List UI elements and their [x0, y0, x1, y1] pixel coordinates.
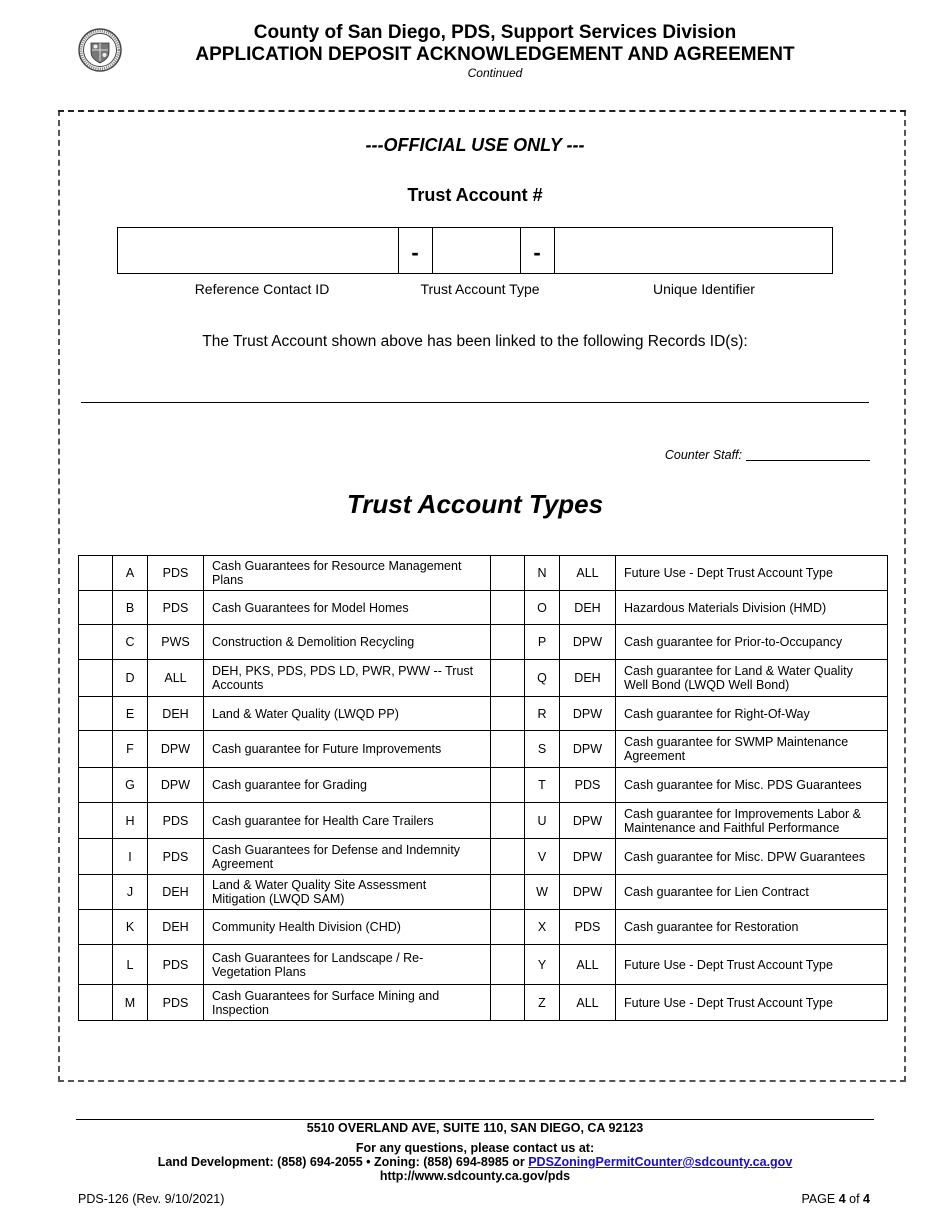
type-description: Cash guarantee for Restoration [616, 910, 888, 945]
empty-cell [79, 591, 113, 625]
type-code: N [525, 556, 560, 591]
type-description: Community Health Division (CHD) [204, 910, 491, 945]
header-form-title: APPLICATION DEPOSIT ACKNOWLEDGEMENT AND AGREEMENT [195, 44, 795, 65]
empty-cell [79, 768, 113, 803]
type-description: Cash guarantee for Future Improvements [204, 731, 491, 768]
page-number [801, 1192, 870, 1206]
type-description: Future Use - Dept Trust Account Type [616, 556, 888, 591]
table-row [79, 625, 888, 660]
footer-contact [0, 1155, 950, 1169]
empty-cell [79, 625, 113, 660]
table-row [79, 910, 888, 945]
type-code: K [113, 910, 148, 945]
empty-cell [79, 945, 113, 985]
type-dept: PDS [148, 945, 204, 985]
footer-website: http://www.sdcounty.ca.gov/pds [379, 1169, 571, 1183]
empty-cell [491, 768, 525, 803]
official-use-heading: ---OFFICIAL USE ONLY --- [365, 135, 585, 155]
type-code: T [525, 768, 560, 803]
empty-cell [491, 731, 525, 768]
type-description: Cash guarantee for Improvements Labor & Maintenance and Faithful Performance [616, 803, 888, 839]
field-divider [432, 228, 433, 273]
type-code: Y [525, 945, 560, 985]
type-description: Cash Guarantees for Landscape / Re-Vegetation Plans [204, 945, 491, 985]
empty-cell [491, 660, 525, 697]
type-description: Cash guarantee for Right-Of-Way [616, 697, 888, 731]
trust-account-number-field [117, 227, 833, 274]
type-description: Cash Guarantees for Defense and Indemnity Agreement [204, 839, 491, 875]
type-code: I [113, 839, 148, 875]
type-description: Cash guarantee for Prior-to-Occupancy [616, 625, 888, 660]
type-dept: DEH [148, 875, 204, 910]
type-dept: PDS [148, 839, 204, 875]
empty-cell [491, 803, 525, 839]
records-id-line [81, 402, 869, 403]
footer-questions: For any questions, please contact us at: [355, 1141, 595, 1155]
type-code: S [525, 731, 560, 768]
table-row [79, 591, 888, 625]
footer-phone-numbers: Land Development: (858) 694-2055 • Zoning: (858) 694-8985 or [157, 1155, 529, 1169]
empty-cell [491, 945, 525, 985]
type-dept: ALL [148, 660, 204, 697]
type-dept: ALL [560, 945, 616, 985]
footer-email-link[interactable]: PDSZoningPermitCounter@sdcounty.ca.gov [528, 1155, 793, 1169]
type-code: D [113, 660, 148, 697]
type-description: Future Use - Dept Trust Account Type [616, 945, 888, 985]
type-code: W [525, 875, 560, 910]
empty-cell [79, 910, 113, 945]
type-dept: PDS [560, 910, 616, 945]
type-dept: DPW [560, 731, 616, 768]
empty-cell [491, 556, 525, 591]
type-description: Hazardous Materials Division (HMD) [616, 591, 888, 625]
type-code: U [525, 803, 560, 839]
table-row [79, 803, 888, 839]
type-dept: PDS [148, 803, 204, 839]
empty-cell [491, 985, 525, 1021]
empty-cell [491, 697, 525, 731]
type-description: Land & Water Quality (LWQD PP) [204, 697, 491, 731]
empty-cell [79, 697, 113, 731]
empty-cell [79, 556, 113, 591]
type-dept: DPW [148, 731, 204, 768]
type-code: Z [525, 985, 560, 1021]
type-code: R [525, 697, 560, 731]
trust-account-types-table [78, 555, 888, 1021]
type-dept: DEH [148, 697, 204, 731]
page-total: 4 [863, 1192, 870, 1206]
type-dept: PDS [148, 985, 204, 1021]
type-description: Cash Guarantees for Surface Mining and Inspection [204, 985, 491, 1021]
table-row [79, 731, 888, 768]
type-dept: PDS [148, 556, 204, 591]
type-description: Cash guarantee for SWMP Maintenance Agreement [616, 731, 888, 768]
type-code: G [113, 768, 148, 803]
trust-account-types-heading: Trust Account Types [346, 489, 604, 519]
type-code: A [113, 556, 148, 591]
type-description: Land & Water Quality Site Assessment Mitigation (LWQD SAM) [204, 875, 491, 910]
type-description: Cash guarantee for Health Care Trailers [204, 803, 491, 839]
type-description: DEH, PKS, PDS, PDS LD, PWR, PWW -- Trust Accounts [204, 660, 491, 697]
trust-account-type-label: Trust Account Type [420, 281, 540, 297]
type-dept: DPW [560, 697, 616, 731]
counter-staff [665, 448, 870, 462]
empty-cell [491, 625, 525, 660]
type-code: O [525, 591, 560, 625]
type-code: X [525, 910, 560, 945]
empty-cell [491, 591, 525, 625]
type-code: H [113, 803, 148, 839]
page-prefix: PAGE [801, 1192, 839, 1206]
counter-staff-label: Counter Staff: [664, 448, 742, 462]
form-number: PDS-126 (Rev. 9/10/2021) [78, 1192, 225, 1206]
page-current: 4 [838, 1192, 846, 1206]
type-code: C [113, 625, 148, 660]
type-dept: PDS [148, 591, 204, 625]
table-row [79, 768, 888, 803]
account-dash-1: - [411, 240, 419, 265]
table-row [79, 875, 888, 910]
empty-cell [79, 731, 113, 768]
table-row [79, 660, 888, 697]
type-description: Future Use - Dept Trust Account Type [616, 985, 888, 1021]
empty-cell [491, 910, 525, 945]
table-row [79, 556, 888, 591]
table-row [79, 985, 888, 1021]
type-dept: DPW [560, 875, 616, 910]
type-dept: ALL [560, 556, 616, 591]
header-county-title: County of San Diego, PDS, Support Services Division [253, 22, 737, 43]
table-row [79, 839, 888, 875]
type-dept: PWS [148, 625, 204, 660]
unique-identifier-label: Unique Identifier [653, 281, 755, 297]
linked-records-text: The Trust Account shown above has been linked to the following Records ID(s): [202, 333, 748, 350]
type-description: Cash Guarantees for Resource Management Plans [204, 556, 491, 591]
page-of: of [845, 1192, 864, 1206]
empty-cell [79, 803, 113, 839]
footer-rule [76, 1119, 874, 1120]
type-dept: DPW [560, 803, 616, 839]
field-divider [554, 228, 555, 273]
empty-cell [79, 875, 113, 910]
type-code: M [113, 985, 148, 1021]
county-seal-logo [78, 28, 122, 72]
header-continued: Continued [467, 66, 523, 80]
type-dept: ALL [560, 985, 616, 1021]
empty-cell [79, 839, 113, 875]
type-code: P [525, 625, 560, 660]
type-description: Cash guarantee for Misc. PDS Guarantees [616, 768, 888, 803]
type-code: Q [525, 660, 560, 697]
table-row [79, 697, 888, 731]
trust-account-heading: Trust Account # [407, 185, 543, 205]
type-dept: DEH [148, 910, 204, 945]
empty-cell [79, 660, 113, 697]
table-row [79, 945, 888, 985]
empty-cell [79, 985, 113, 1021]
type-code: F [113, 731, 148, 768]
type-dept: DPW [560, 625, 616, 660]
type-dept: PDS [560, 768, 616, 803]
type-description: Cash guarantee for Land & Water Quality Well Bond (LWQD Well Bond) [616, 660, 888, 697]
type-description: Construction & Demolition Recycling [204, 625, 491, 660]
type-dept: DPW [560, 839, 616, 875]
reference-contact-id-label: Reference Contact ID [194, 281, 330, 297]
type-description: Cash guarantee for Grading [204, 768, 491, 803]
type-code: L [113, 945, 148, 985]
type-code: J [113, 875, 148, 910]
empty-cell [491, 839, 525, 875]
type-code: E [113, 697, 148, 731]
type-dept: DEH [560, 591, 616, 625]
empty-cell [491, 875, 525, 910]
type-description: Cash guarantee for Lien Contract [616, 875, 888, 910]
type-description: Cash guarantee for Misc. DPW Guarantees [616, 839, 888, 875]
account-dash-2: - [533, 240, 541, 265]
type-description: Cash Guarantees for Model Homes [204, 591, 491, 625]
type-dept: DPW [148, 768, 204, 803]
type-code: B [113, 591, 148, 625]
footer-address: 5510 OVERLAND AVE, SUITE 110, SAN DIEGO, CA 92123 [306, 1121, 644, 1135]
type-dept: DEH [560, 660, 616, 697]
type-code: V [525, 839, 560, 875]
counter-staff-line [746, 449, 870, 461]
